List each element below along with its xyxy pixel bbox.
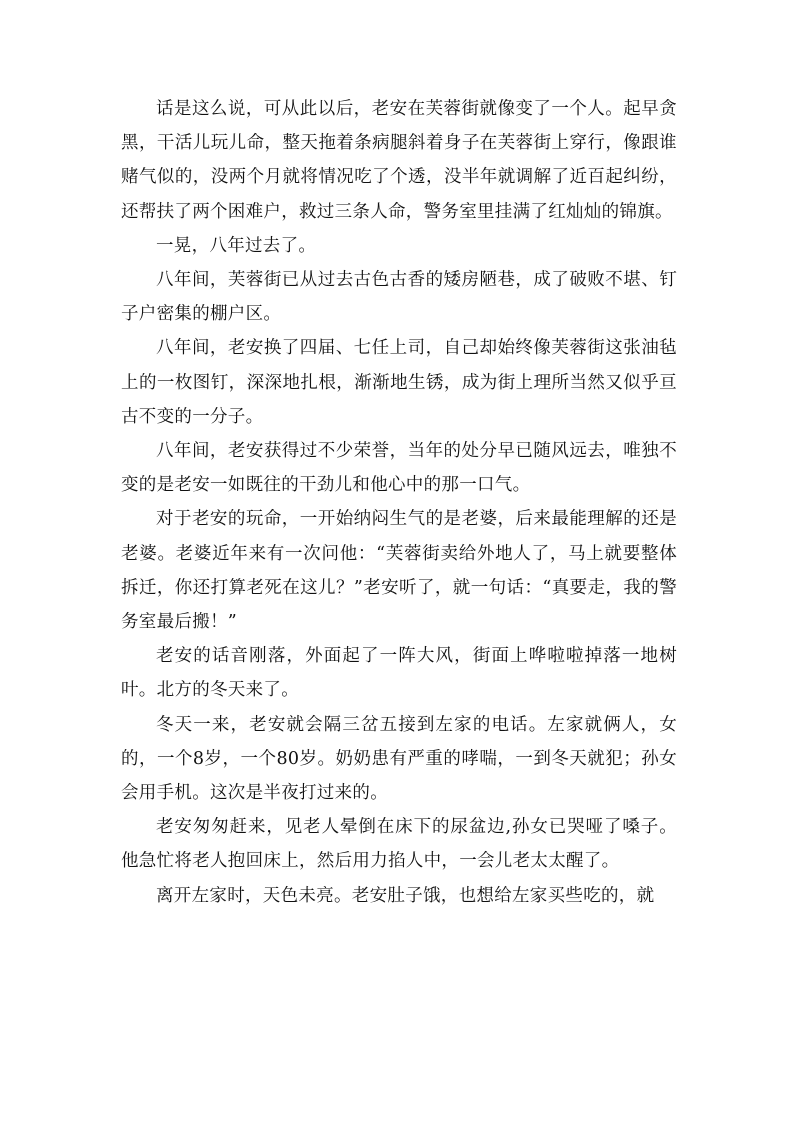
paragraph: 话是这么说，可从此以后，老安在芙蓉街就像变了一个人。起早贪黑，干活儿玩儿命，整天拖着条病腿斜着身子在芙蓉街上穿行，像跟谁赌气似的，没两个月就将情况吃了个透，没半年就调解了近百起纠纷，还帮扶了两个困难户，救过三条人命，警务室里挂满了红灿灿的锦旗。 [121, 99, 677, 222]
paragraph: 离开左家时，天色未亮。老安肚子饿，也想给左家买些吃的，就 [156, 885, 655, 906]
paragraph: 老安的话音刚落，外面起了一阵大风，街面上哗啦啦掉落一地树叶。北方的冬天来了。 [121, 646, 677, 701]
paragraph: 对于老安的玩命，一开始纳闷生气的是老婆，后来最能理解的还是老婆。老婆近年来有一次问他：“芙蓉街卖给外地人了，马上就要整体拆迁，你还打算老死在这儿？”老安听了，就一句话：“真要走，我的警务室最后搬！” [121, 509, 677, 633]
paragraph: 八年间，芙蓉街已从过去古色古香的矮房陋巷，成了破败不堪、钉子户密集的棚户区。 [121, 270, 677, 325]
paragraph: 老安匆匆赶来，见老人晕倒在床下的尿盆边,孙女已哭哑了嗓子。他急忙将老人抱回床上，然后用力掐人中，一会儿老太太醒了。 [121, 817, 677, 872]
paragraph: 八年间，老安换了四届、七任上司，自己却始终像芙蓉街这张油毡上的一枚图钉，深深地扎根，渐渐地生锈，成为街上理所当然又似乎亘古不变的一分子。 [121, 338, 677, 427]
paragraph: 一晃，八年过去了。 [156, 235, 317, 256]
story-text [121, 92, 677, 913]
paragraph: 八年间，老安获得过不少荣誉，当年的处分早已随风远去，唯独不变的是老安一如既往的干劲儿和他心中的那一口气。 [121, 441, 677, 496]
paragraph: 冬天一来，老安就会隔三岔五接到左家的电话。左家就俩人，女的，一个8岁，一个80岁。奶奶患有严重的哮喘，一到冬天就犯；孙女会用手机。这次是半夜打过来的。 [121, 714, 677, 804]
